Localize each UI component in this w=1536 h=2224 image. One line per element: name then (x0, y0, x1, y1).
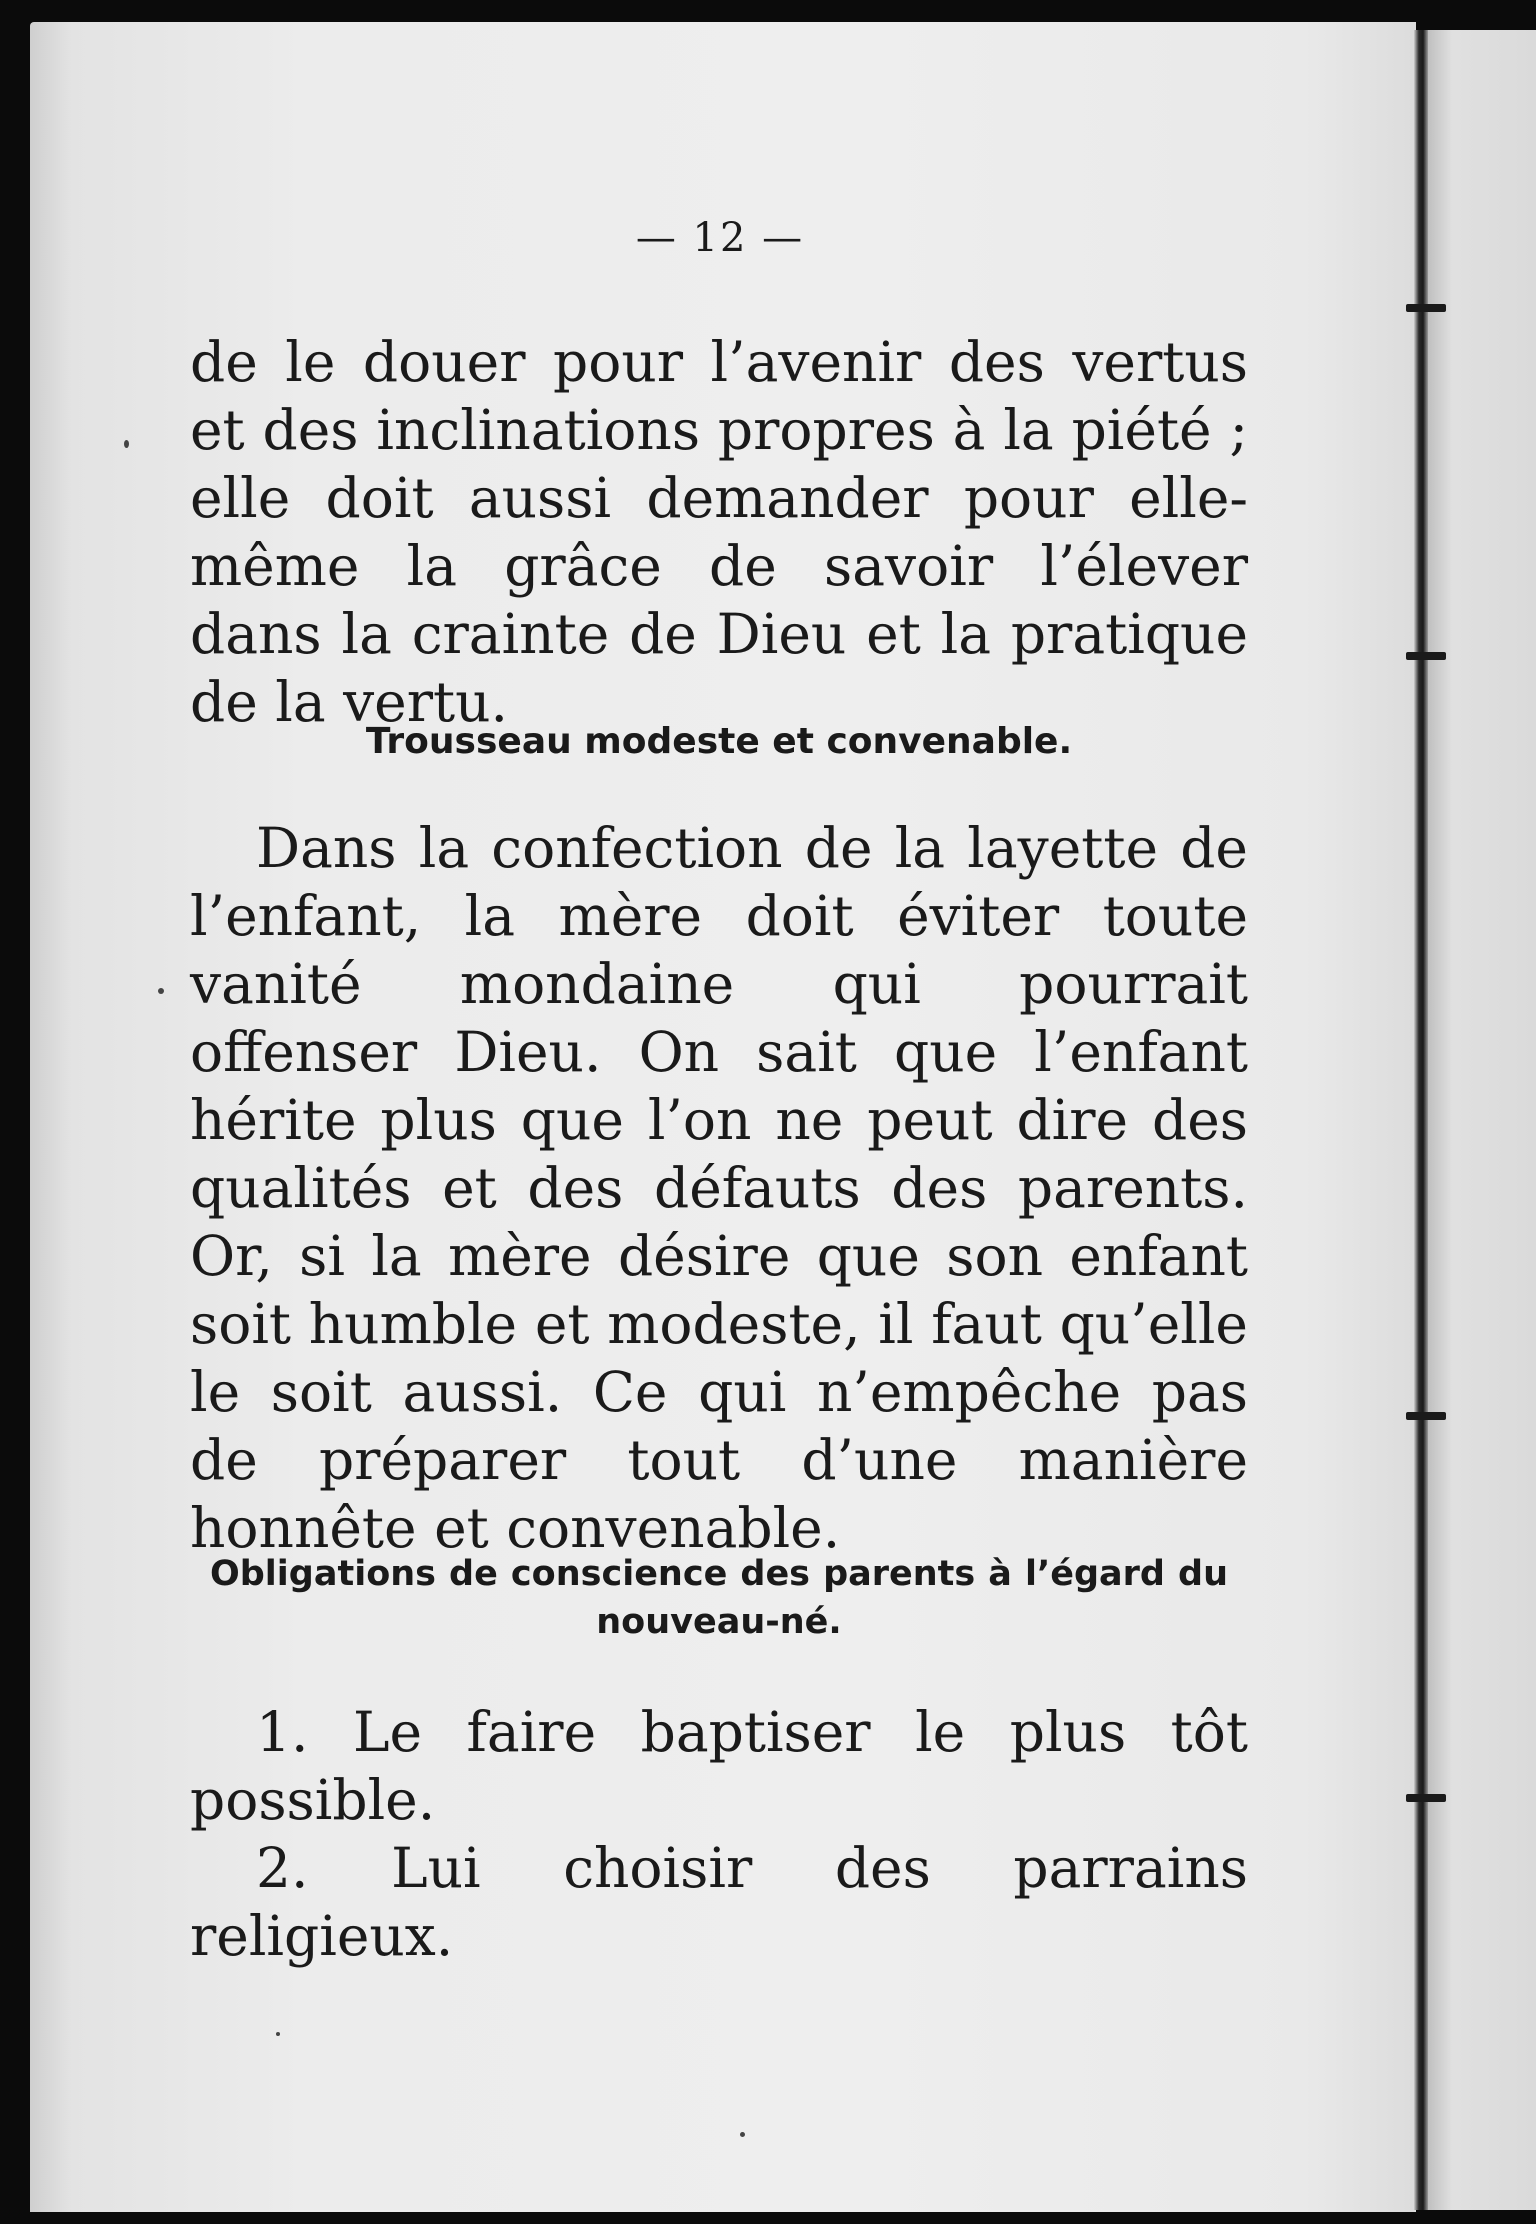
adjacent-page-edge (1416, 30, 1536, 2210)
section-heading-trousseau: Trousseau modeste et convenable. (365, 721, 1073, 762)
dust-speck (124, 440, 129, 448)
numbered-list (190, 1698, 1248, 1970)
list-number: 1. (256, 1700, 309, 1764)
dust-speck (276, 2032, 280, 2036)
binding-staple (1406, 304, 1446, 312)
binding-staple (1406, 652, 1446, 660)
dust-speck (740, 2132, 745, 2137)
paragraph-text: Dans la confection de la layette de l’enfant, la mère doit éviter toute vanité mondaine qui pourrait offenser Dieu. On sait que l’enfant hérite plus que l’on ne peut dire des qualités et des défauts des parents. Or, si la mère désire que son enfant soit humble et modeste, il faut qu’elle le soit aussi. Ce qui n’empêche pas de préparer tout d’une manière honnête et convenable. (190, 816, 1248, 1560)
body-paragraph-1 (190, 328, 1248, 736)
dust-speck (158, 988, 164, 994)
paragraph-text: de le douer pour l’avenir des vertus et des inclinations propres à la piété ; elle doit aussi demander pour elle-même la grâce de savoir l’élever dans la crainte de Dieu et la pratique de la vertu. (190, 330, 1248, 734)
binding-staple (1406, 1412, 1446, 1420)
section-heading-obligations: Obligations de conscience des parents à l’égard du nouveau-né. (210, 1554, 1228, 1642)
list-item (190, 1698, 1248, 1834)
body-paragraph-2 (190, 814, 1248, 1562)
binding-staple (1406, 1794, 1446, 1802)
page-number: — 12 — (635, 215, 805, 261)
list-item (190, 1834, 1248, 1970)
list-number: 2. (256, 1836, 309, 1900)
book-spine (1414, 30, 1428, 2210)
list-text: Lui choisir des parrains religieux. (190, 1836, 1248, 1968)
list-text: Le faire baptiser le plus tôt possible. (190, 1700, 1248, 1832)
